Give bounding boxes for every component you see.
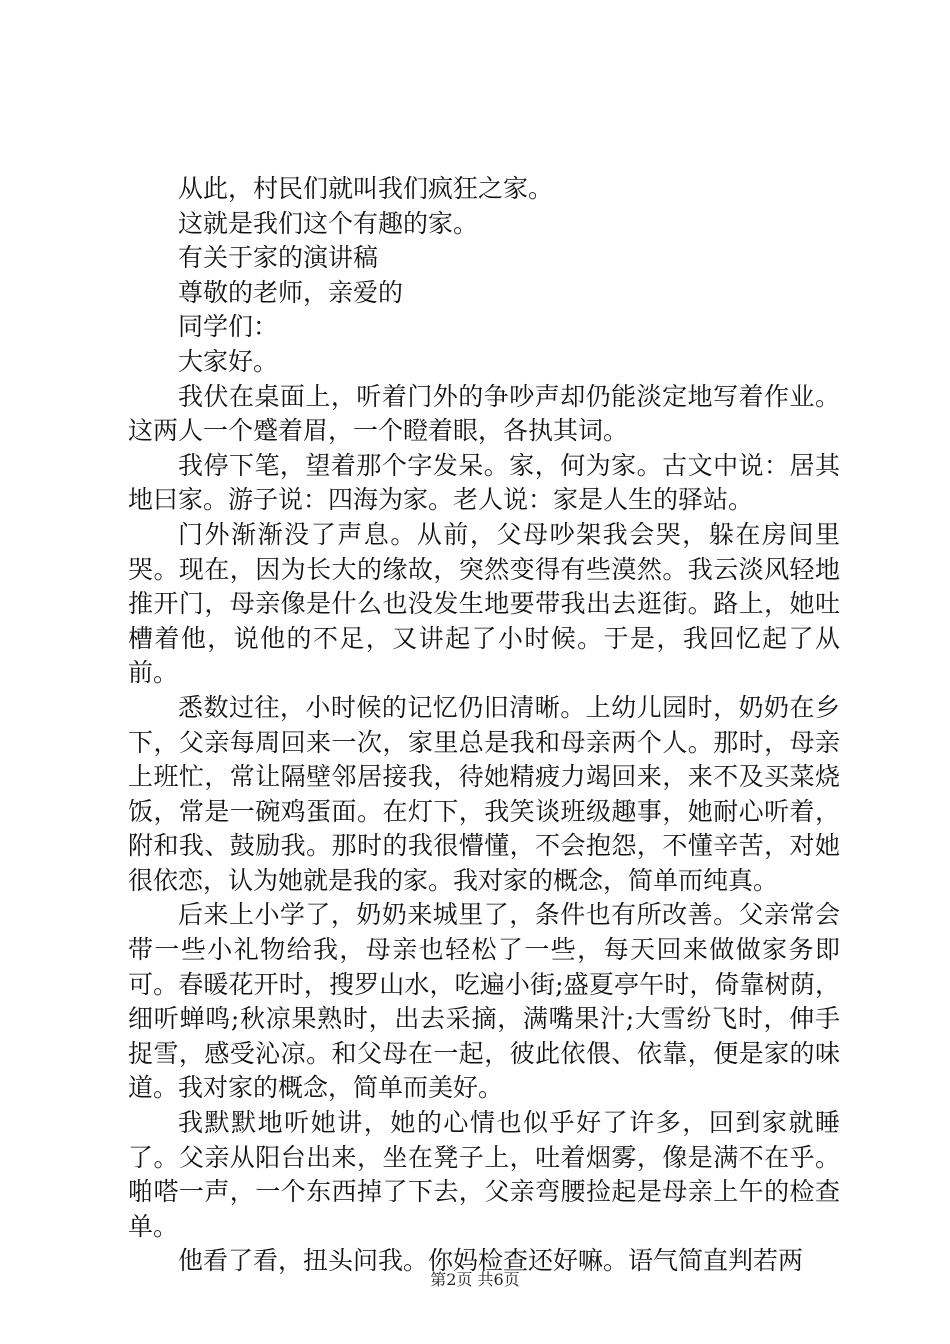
paragraph: 后来上小学了，奶奶来城里了，条件也有所改善。父亲常会带一些小礼物给我，母亲也轻松了一些，每天回来做做家务即可。春暖花开时，搜罗山水，吃遍小街;盛夏亭午时，倚靠树荫，细听蝉鸣;秋凉果熟时，出去采摘，满嘴果汁;大雪纷飞时，伸手捉雪，感受沁凉。和父母在一起，彼此依偎、依靠，便是家的味道。我对家的概念，简单而美好。 <box>128 900 840 1103</box>
page-footer: 第2页 共6页 <box>430 1270 520 1289</box>
paragraph: 我默默地听她讲，她的心情也似乎好了许多，回到家就睡了。父亲从阳台出来，坐在凳子上，吐着烟雾，像是满不在乎。啪嗒一声，一个东西掉了下去，父亲弯腰捡起是母亲上午的检查单。 <box>128 1108 840 1241</box>
paragraph: 他看了看，扭头问我。你妈检查还好嘛。语气简直判若两 <box>178 1246 804 1276</box>
speech-title: 有关于家的演讲稿 <box>178 243 379 273</box>
document-body <box>128 172 840 1279</box>
paragraph: 悉数过往，小时候的记忆仍旧清晰。上幼儿园时，奶奶在乡下，父亲每周回来一次，家里总是我和母亲两个人。那时，母亲上班忙，常让隔壁邻居接我，待她精疲力竭回来，来不及买菜烧饭，常是一碗鸡蛋面。在灯下，我笑谈班级趣事，她耐心听着，附和我、鼓励我。那时的我很懵懂，不会抱怨，不懂辛苦，对她很依恋，认为她就是我的家。我对家的概念，简单而纯真。 <box>128 692 840 895</box>
salutation: 同学们： <box>178 312 279 342</box>
paragraph: 我停下笔，望着那个字发呆。家，何为家。古文中说：居其地曰家。游子说：四海为家。老人说：家是人生的驿站。 <box>128 450 840 515</box>
paragraph: 这就是我们这个有趣的家。 <box>178 208 479 238</box>
paragraph: 门外渐渐没了声息。从前，父母吵架我会哭，躲在房间里哭。现在，因为长大的缘故，突然变得有些漠然。我云淡风轻地推开门，母亲像是什么也没发生地要带我出去逛街。路上，她吐槽着他，说他的不足，又讲起了小时候。于是，我回忆起了从前。 <box>128 519 840 688</box>
paragraph: 我伏在桌面上，听着门外的争吵声却仍能淡定地写着作业。这两人一个蹙着眉，一个瞪着眼，各执其词。 <box>128 381 840 446</box>
paragraph: 从此，村民们就叫我们疯狂之家。 <box>178 174 554 203</box>
greeting: 大家好。 <box>178 346 279 376</box>
salutation: 尊敬的老师，亲爱的 <box>178 277 404 307</box>
